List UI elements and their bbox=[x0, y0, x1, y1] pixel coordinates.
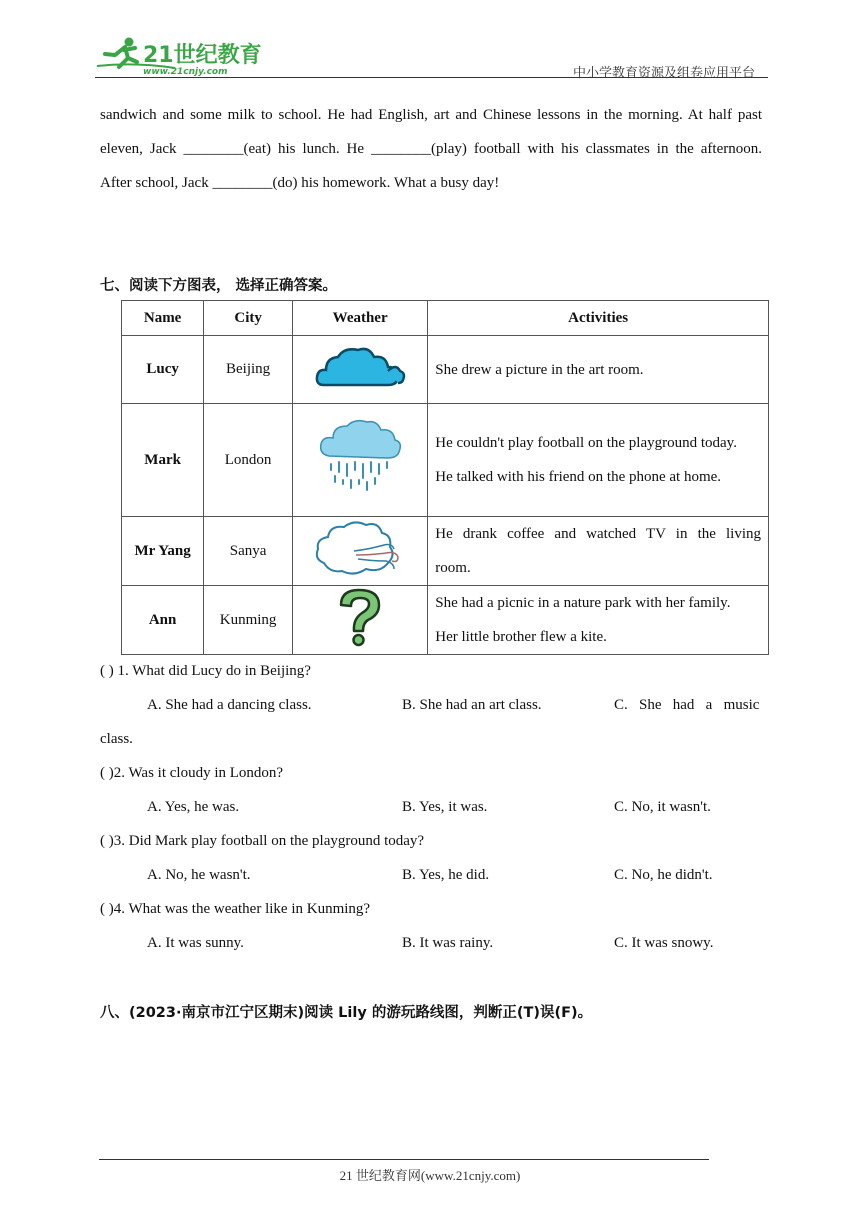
option-c: C. It was snowy. bbox=[614, 935, 714, 951]
question-mark-icon bbox=[292, 586, 427, 655]
option-a: A. She had a dancing class. bbox=[147, 697, 312, 713]
cell-activities bbox=[428, 336, 769, 404]
passage-line: eleven, Jack ________(eat) his lunch. He ________(play) football with his classmates in the afternoon. bbox=[100, 141, 762, 157]
option-b: B. Yes, he did. bbox=[402, 867, 490, 883]
logo-text: 21世纪教育 bbox=[143, 43, 262, 68]
activity-line: She drew a picture in the art room. bbox=[435, 361, 644, 378]
question-stem: ( )3. Did Mark play football on the playground today? bbox=[100, 833, 425, 849]
table-row bbox=[122, 517, 769, 586]
passage bbox=[100, 98, 762, 200]
option-a: A. No, he wasn't. bbox=[147, 867, 251, 883]
option-a: A. It was sunny. bbox=[147, 935, 244, 951]
option-b: B. She had an art class. bbox=[402, 697, 542, 713]
windy-icon bbox=[292, 517, 427, 586]
cell-activities bbox=[428, 404, 769, 517]
option-b: B. It was rainy. bbox=[402, 935, 494, 951]
activity-line: Her little brother flew a kite. bbox=[435, 629, 607, 645]
header-divider bbox=[95, 77, 768, 78]
option-b: B. Yes, it was. bbox=[402, 799, 488, 815]
option-c: C. No, it wasn't. bbox=[614, 799, 711, 815]
footer-text: 21 世纪教育网(www.21cnjy.com) bbox=[339, 1168, 521, 1183]
weather-table bbox=[121, 300, 769, 655]
option-c-continuation: class. bbox=[100, 731, 133, 747]
question-stem: ( ) 1. What did Lucy do in Beijing? bbox=[100, 663, 311, 679]
question-stem: ( )2. Was it cloudy in London? bbox=[100, 765, 284, 781]
table-row bbox=[122, 336, 769, 404]
table-row bbox=[122, 404, 769, 517]
section-7-heading: 七、阅读下方图表， 选择正确答案。 bbox=[100, 278, 338, 294]
header-weather: Weather bbox=[292, 301, 427, 336]
cloudy-icon bbox=[292, 336, 427, 404]
table-row bbox=[122, 586, 769, 655]
passage-line: After school, Jack ________(do) his homework. What a busy day! bbox=[100, 175, 500, 191]
option-c: C. She had a music bbox=[614, 697, 760, 713]
cell-city: Beijing bbox=[204, 336, 293, 404]
footer-divider bbox=[99, 1159, 709, 1160]
section-8-heading: 八、(2023·南京市江宁区期末)阅读 Lily 的游玩路线图，判断正(T)误(F)。 bbox=[100, 1005, 593, 1021]
passage-line: sandwich and some milk to school. He had English, art and Chinese lessons in the morning. At half past bbox=[100, 107, 762, 123]
cell-city: London bbox=[204, 404, 293, 517]
option-a: A. Yes, he was. bbox=[147, 799, 240, 815]
header-platform-text: 中小学教育资源及组卷应用平台 bbox=[572, 66, 755, 81]
cell-activities bbox=[428, 517, 769, 586]
activity-line: He talked with his friend on the phone at home. bbox=[435, 469, 722, 485]
activity-line: room. bbox=[435, 560, 471, 576]
rainy-icon bbox=[292, 404, 427, 517]
header-activities: Activities bbox=[428, 301, 769, 336]
activity-line: She had a picnic in a nature park with her family. bbox=[435, 595, 731, 611]
cell-activities bbox=[428, 586, 769, 655]
activity-line: He couldn't play football on the playground today. bbox=[435, 435, 737, 451]
header-city: City bbox=[204, 301, 293, 336]
cell-name: Mr Yang bbox=[122, 517, 204, 586]
question-stem: ( )4. What was the weather like in Kunming? bbox=[100, 901, 371, 917]
site-logo bbox=[95, 36, 265, 78]
table-header-row bbox=[122, 301, 769, 336]
logo-url-text: www.21cnjy.com bbox=[143, 67, 228, 77]
cell-name: Mark bbox=[122, 404, 204, 517]
cell-name: Ann bbox=[122, 586, 204, 655]
cell-city: Kunming bbox=[204, 586, 293, 655]
activity-line: He drank coffee and watched TV in the living bbox=[435, 526, 761, 542]
cell-city: Sanya bbox=[204, 517, 293, 586]
cell-name: Lucy bbox=[122, 336, 204, 404]
option-c: C. No, he didn't. bbox=[614, 867, 713, 883]
header-name: Name bbox=[122, 301, 204, 336]
